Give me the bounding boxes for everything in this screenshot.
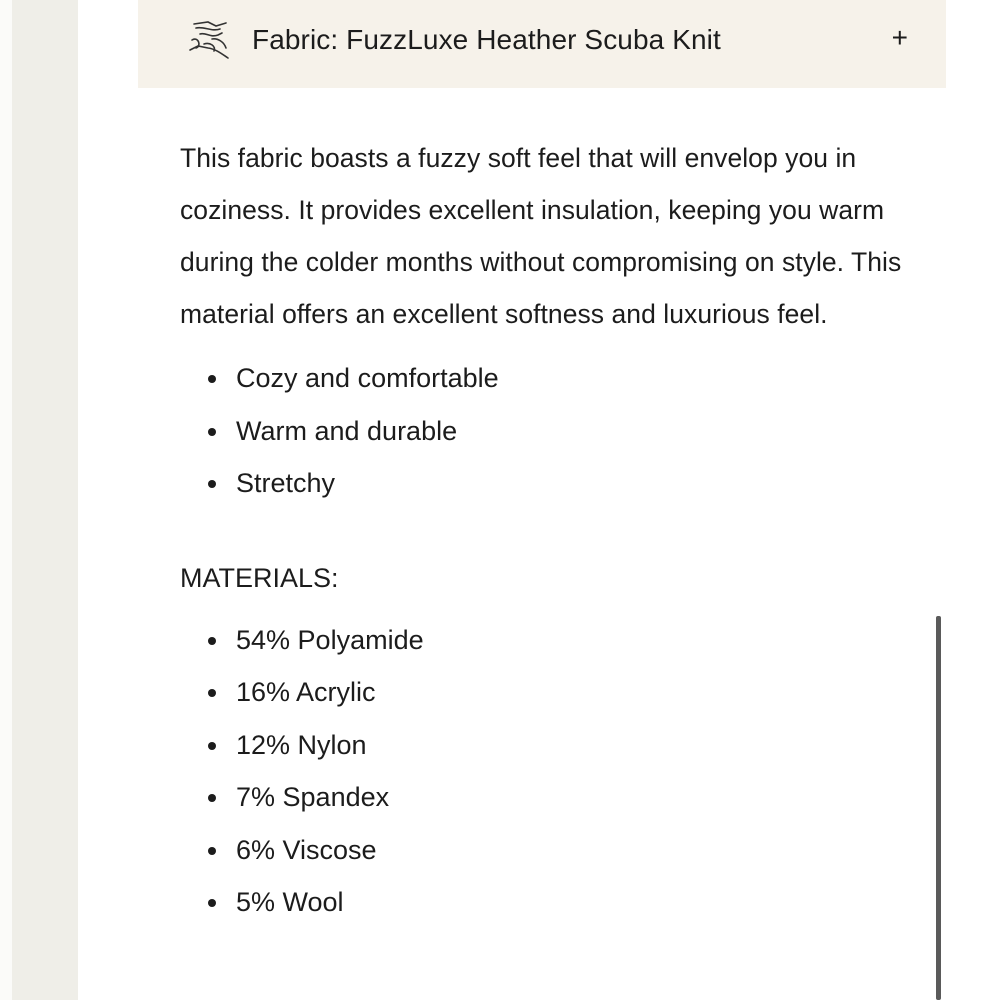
material-item: 5% Wool xyxy=(180,876,920,929)
fabric-description: This fabric boasts a fuzzy soft feel that will envelop you in coziness. It provides excellent insulation, keeping you warm during the colder months without compromising on style. This material offers an excellent softness and luxurious feel. xyxy=(180,143,902,329)
scrollbar-thumb[interactable] xyxy=(936,616,941,1000)
material-item: 7% Spandex xyxy=(180,771,920,824)
expand-plus-icon[interactable]: + xyxy=(891,22,908,53)
feature-item: Cozy and comfortable xyxy=(180,352,920,405)
left-edge-strip xyxy=(0,0,12,1000)
feature-item: Warm and durable xyxy=(180,405,920,458)
material-item: 16% Acrylic xyxy=(180,666,920,719)
material-item: 12% Nylon xyxy=(180,719,920,772)
fabric-icon xyxy=(186,18,234,62)
left-side-band xyxy=(12,0,78,1000)
fabric-accordion-title: Fabric: FuzzLuxe Heather Scuba Knit xyxy=(252,24,721,55)
feature-item: Stretchy xyxy=(180,457,920,510)
fabric-accordion-body xyxy=(180,132,920,929)
fabric-accordion xyxy=(138,0,946,1000)
feature-list xyxy=(180,352,920,510)
material-item: 6% Viscose xyxy=(180,824,920,877)
materials-heading: MATERIALS: xyxy=(180,562,339,593)
fabric-accordion-header[interactable] xyxy=(138,0,946,88)
materials-list xyxy=(180,614,920,929)
material-item: 54% Polyamide xyxy=(180,614,920,667)
